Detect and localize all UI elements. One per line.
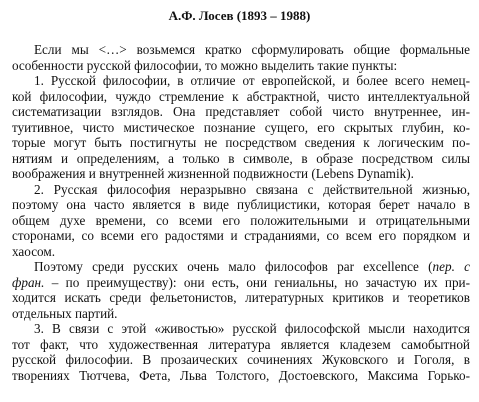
document-title: А.Ф. Лосев (1893 – 1988) xyxy=(168,8,311,23)
text-line: торые могут быть постигнуты не посредством сведения к логическим по- xyxy=(12,135,470,150)
text-line: фран. – по преимуществу): они есть, они гениальны, но зачастую их при- xyxy=(12,274,470,290)
text-line: тот факт, что художественная литература является кладезем самобытной xyxy=(12,336,470,352)
text-line: 3. В связи с этой «живостью» русской философской мысли находится xyxy=(34,321,470,336)
text-line: ходится искать среди фельетонистов, литературных критиков и теоретиков xyxy=(12,290,470,305)
text-line: 1. Русской философии, в отличие от европейской, и более всего немец- xyxy=(34,73,470,88)
text-line: кой философии, чуждо стремление к абстрактной, чисто интеллектуальной xyxy=(12,88,470,104)
text-line: воображения и внутренней жизненной подвижности (Lebens Dynamik). xyxy=(12,166,414,181)
text-line: творениях Тютчева, Фета, Льва Толстого, Достоевского, Максима Горько- xyxy=(12,367,470,383)
text-line: отдельных партий. xyxy=(12,305,118,321)
text-line: русской философии. В прозаических сочинениях Жуковского и Гоголя, в xyxy=(12,352,470,367)
document-body xyxy=(12,42,470,383)
text-line: хаосом. xyxy=(12,243,56,259)
text-line: особенности русской философии, то можно выделить такие пункты: xyxy=(12,57,398,73)
text-line: 2. Русская философия неразрывно связана с действительной жизнью, xyxy=(34,181,470,197)
text-line: систематизации взглядов. Она представляет собой чисто внутреннее, ин- xyxy=(12,104,470,119)
text-line: туитивное, чисто мистическое познание сущего, его скрытых глубин, ко- xyxy=(12,119,470,135)
text-line: нятиям и определениям, а только в символе, в образе посредством силы xyxy=(12,150,470,166)
text-line: Если мы <…> возьмемся кратко сформулировать общие формальные xyxy=(34,42,470,57)
text-line: Поэтому среди русских очень мало философов par excellence (пер. с xyxy=(34,259,470,274)
text-line: сторонами, со всеми его радостями и страданиями, со всем его порядком и xyxy=(12,228,470,243)
text-line: поэтому она часто является в виде публицистики, которая берет начало в xyxy=(12,197,470,212)
text-line: общем духе времени, со всеми его положительными и отрицательными xyxy=(12,212,470,228)
